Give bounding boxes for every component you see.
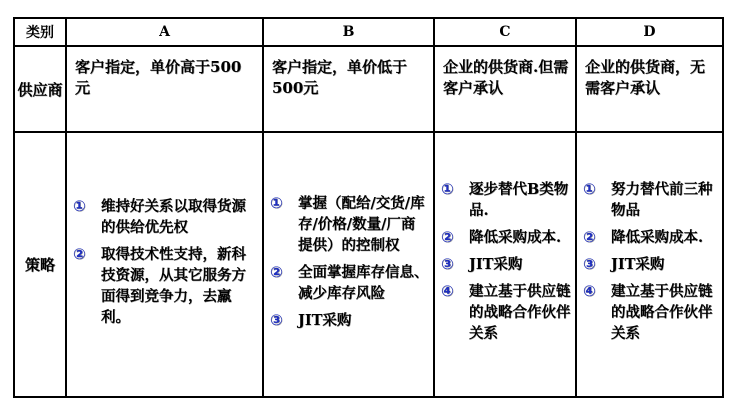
strategy-item (270, 262, 429, 304)
item-number-marker: ② (73, 244, 86, 263)
supplier-row-label: 供应商 (14, 46, 66, 132)
item-text: 维持好关系以取得货源的供给优先权 (101, 197, 246, 236)
item-number-marker: ③ (441, 255, 454, 273)
item-text: 降低采购成本. (469, 229, 562, 246)
header-c: C (434, 18, 576, 46)
item-text: JIT采购 (611, 256, 665, 273)
header-b: B (263, 18, 434, 46)
strategy-row (14, 132, 723, 397)
item-number-marker: ② (270, 262, 283, 281)
strategy-item (441, 227, 571, 248)
supplier-cell-b: 客户指定，单价低于500元 (263, 46, 434, 132)
strategy-item (441, 254, 571, 275)
item-text: JIT采购 (298, 311, 352, 329)
header-category: 类别 (14, 18, 66, 46)
supplier-row (14, 46, 723, 132)
supplier-cell-a: 客户指定，单价高于500元 (66, 46, 263, 132)
item-text: 掌握（配给/交货/库存/价格/数量/厂商提供）的控制权 (298, 194, 425, 254)
item-text: 取得技术性支持，新科技资源，从其它服务方面得到竞争力，去羸利。 (101, 245, 246, 326)
supplier-strategy-table (13, 17, 724, 398)
header-d: D (576, 18, 723, 46)
item-text: JIT采购 (469, 256, 523, 273)
strategy-item (441, 179, 571, 221)
strategy-list-a (73, 196, 258, 328)
strategy-cell-d (576, 132, 723, 397)
strategy-item (583, 281, 718, 344)
item-number-marker: ③ (270, 310, 283, 329)
item-number-marker: ② (441, 228, 454, 246)
strategy-cell-a (66, 132, 263, 397)
strategy-item (73, 196, 258, 238)
supplier-cell-c: 企业的供货商.但需客户承认 (434, 46, 576, 132)
strategy-item (583, 227, 718, 248)
strategy-item (73, 244, 258, 328)
strategy-cell-c (434, 132, 576, 397)
item-text: 努力替代前三种物品 (611, 181, 713, 219)
item-number-marker: ① (73, 196, 86, 215)
strategy-list-d (583, 179, 718, 344)
strategy-cell-b (263, 132, 434, 397)
item-number-marker: ① (441, 180, 454, 198)
supplier-strategy-table-wrapper (13, 17, 722, 398)
header-row (14, 18, 723, 46)
strategy-item (583, 254, 718, 275)
item-number-marker: ① (583, 180, 596, 198)
item-text: 降低采购成本. (611, 229, 704, 246)
item-text: 建立基于供应链的战略合作伙伴关系 (469, 283, 571, 342)
strategy-item (270, 310, 429, 331)
item-text: 建立基于供应链的战略合作伙伴关系 (611, 283, 713, 342)
strategy-list-b (270, 193, 429, 331)
strategy-item (441, 281, 571, 344)
header-a: A (66, 18, 263, 46)
item-number-marker: ② (583, 228, 596, 246)
strategy-item (270, 193, 429, 256)
item-number-marker: ① (270, 193, 283, 212)
strategy-list-c (441, 179, 571, 344)
item-number-marker: ③ (583, 255, 596, 273)
supplier-cell-d: 企业的供货商，无需客户承认 (576, 46, 723, 132)
item-text: 逐步替代B类物品. (469, 181, 569, 219)
item-number-marker: ④ (441, 282, 454, 300)
item-text: 全面掌握库存信息、减少库存风险 (298, 263, 429, 302)
item-number-marker: ④ (583, 282, 596, 300)
strategy-row-label: 策略 (14, 132, 66, 397)
strategy-item (583, 179, 718, 221)
